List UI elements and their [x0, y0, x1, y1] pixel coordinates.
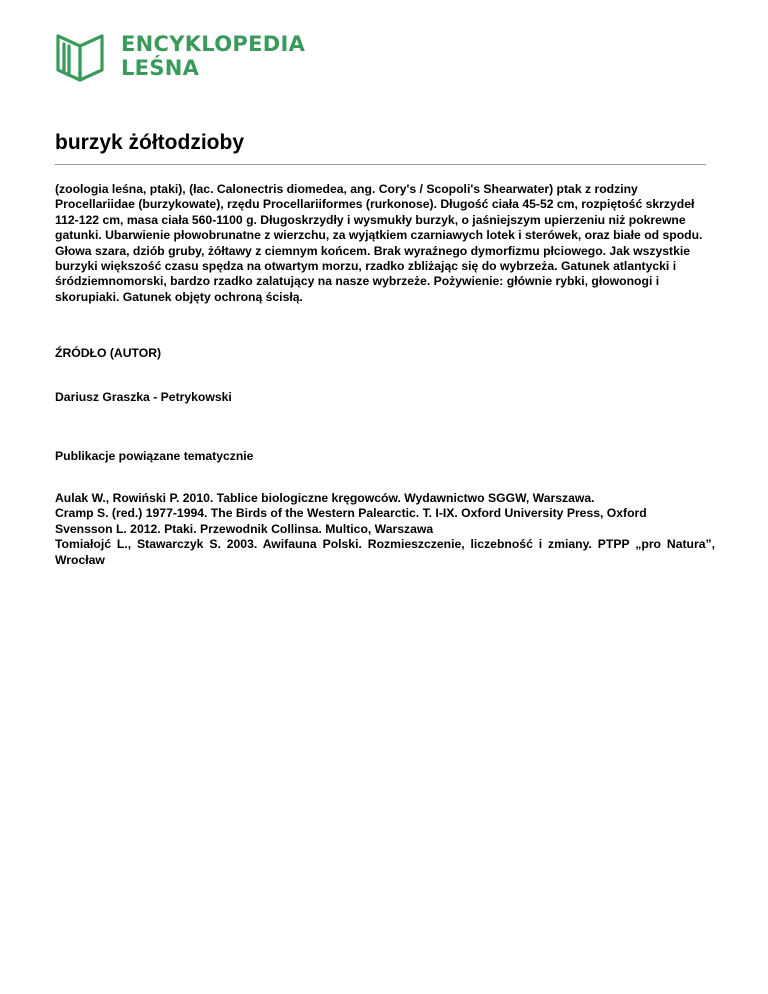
logo-line-2: LEŚNA: [121, 56, 200, 80]
related-publications-label: Publikacje powiązane tematycznie: [55, 449, 254, 463]
article-description: (zoologia leśna, ptaki), (łac. Calonectris diomedea, ang. Cory's / Scopoli's Shearwater) ptak z rodziny Procellariidae (burzykowate), rzędu Procellariiformes (rurkonose). Długość ciała 45-52 cm, rozpiętość skrzydeł 112-122 cm, masa ciała 560-1100 g. Długoskrzydły i wysmukły burzyk, o jaśniejszym upierzeniu niż pokrewne gatunki. Ubarwienie płowobrunatne z wierzchu, za wyjątkiem czarniawych lotek i sterówek, oraz białe od spodu. Głowa szara, dziób gruby, żółtawy z ciemnym końcem. Brak wyraźnego dymorfizmu płciowego. Jak wszystkie burzyki większość czasu spędza na otwartym morzu, rzadko zbliżając się do wybrzeża. Gatunek atlantycki i śródziemnomorski, bardzo rzadko zalatujący na nasze wybrzeże. Pożywienie: głównie rybki, głowonogi i skorupiaki. Gatunek objęty ochroną ścisłą.: [55, 182, 703, 304]
logo-wordmark: [121, 32, 305, 80]
reference-item: Svensson L. 2012. Ptaki. Przewodnik Collinsa. Multico, Warszawa: [55, 521, 434, 536]
open-book-icon: [55, 32, 105, 84]
source-label: ŹRÓDŁO (AUTOR): [55, 346, 162, 360]
page-title: burzyk żółtodzioby: [55, 131, 244, 154]
reference-item: Tomiałojć L., Stawarczyk S. 2003. Awifauna Polski. Rozmieszczenie, liczebność i zmiany. PTPP „pro Natura”, Wrocław: [55, 537, 715, 567]
title-divider: [55, 164, 706, 165]
reference-item: Aulak W., Rowiński P. 2010. Tablice biologiczne kręgowców. Wydawnictwo SGGW, Warszawa.: [55, 491, 595, 505]
references-list: [55, 491, 715, 568]
site-logo[interactable]: [55, 32, 305, 84]
reference-item: Cramp S. (red.) 1977-1994. The Birds of the Western Palearctic. T. I-IX. Oxford University Press, Oxford: [55, 506, 647, 521]
logo-line-1: ENCYKLOPEDIA: [121, 32, 306, 56]
author-name: Dariusz Graszka - Petrykowski: [55, 390, 232, 404]
